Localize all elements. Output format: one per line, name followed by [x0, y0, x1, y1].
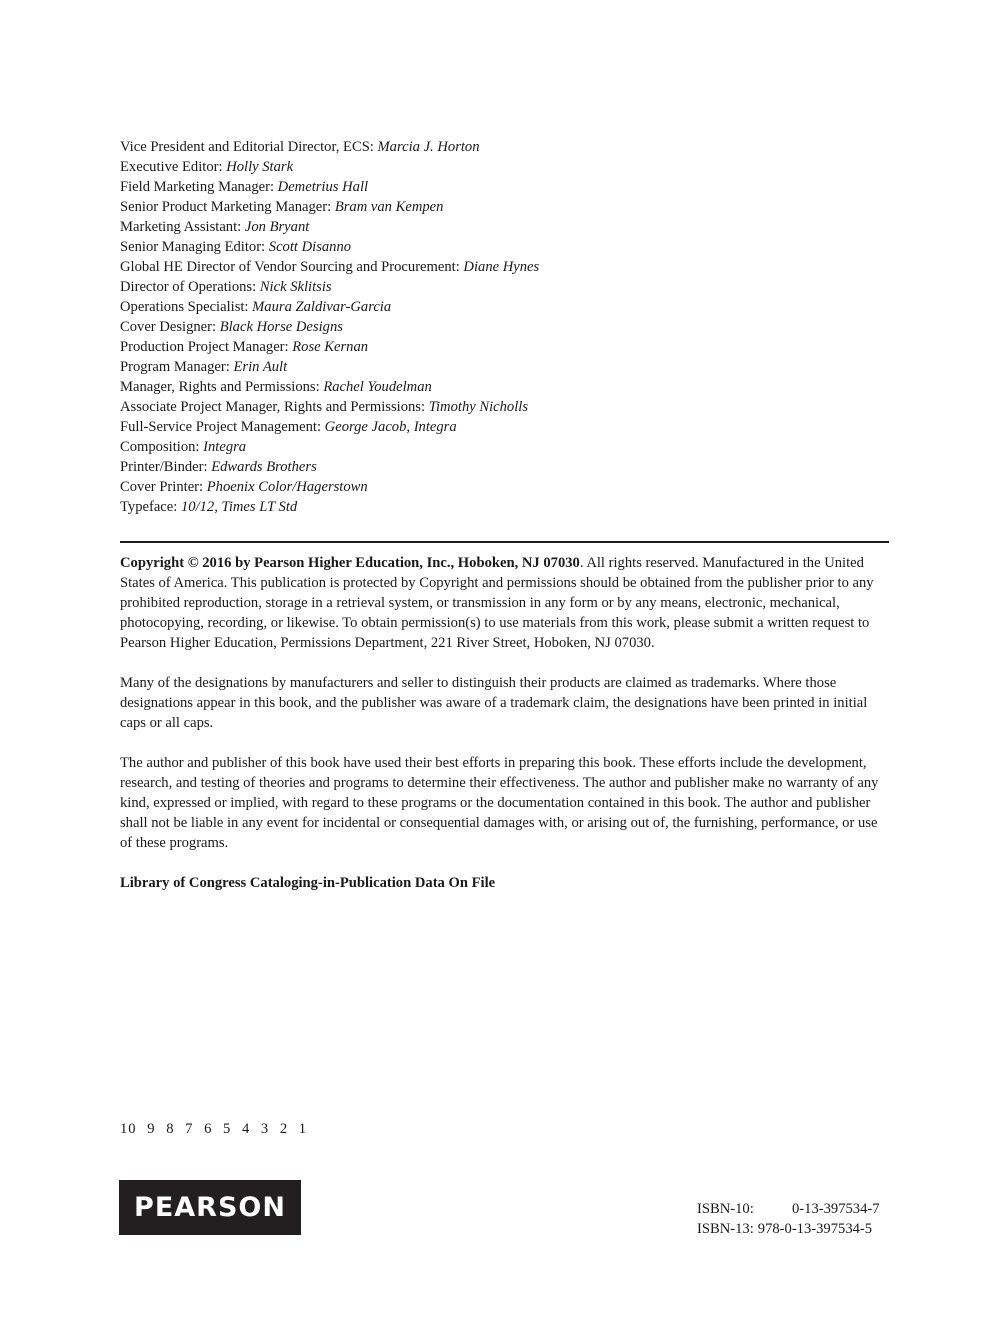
credit-name: Bram van Kempen	[334, 199, 444, 215]
credit-line	[120, 157, 920, 177]
credit-role: Cover Designer:	[120, 319, 220, 335]
credit-name: Timothy Nicholls	[428, 399, 529, 415]
credit-role: Composition:	[120, 439, 204, 455]
credit-name: Maura Zaldivar-Garcia	[252, 299, 392, 315]
copyright-lead: Copyright © 2016 by Pearson Higher Education, Inc., Hoboken, NJ 07030	[120, 555, 580, 571]
credit-role: Field Marketing Manager:	[120, 179, 278, 195]
isbn-label: ISBN-13:	[697, 1221, 754, 1237]
loc-cataloging-line: Library of Congress Cataloging-in-Publication Data On File	[120, 875, 496, 891]
isbn-label: ISBN-10:	[697, 1201, 754, 1217]
credit-line	[120, 237, 920, 257]
credit-line	[120, 217, 920, 237]
credit-role: Production Project Manager:	[120, 339, 293, 355]
isbn-value: 978-0-13-397534-5	[757, 1221, 873, 1237]
credit-role: Program Manager:	[120, 359, 234, 375]
credit-role: Full-Service Project Management:	[120, 419, 325, 435]
credit-name: Holly Stark	[226, 159, 294, 175]
section-divider	[120, 541, 889, 543]
credit-line	[120, 337, 920, 357]
credit-role: Manager, Rights and Permissions:	[120, 379, 324, 395]
credit-name: Rachel Youdelman	[323, 379, 432, 395]
credit-name: Erin Ault	[233, 359, 288, 375]
credit-role: Vice President and Editorial Director, ECS:	[120, 139, 378, 155]
isbn-value: 0-13-397534-7	[792, 1201, 880, 1217]
credit-role: Senior Product Marketing Manager:	[120, 199, 335, 215]
printing-line: 10 9 8 7 6 5 4 3 2 1	[120, 1121, 308, 1137]
trademarks-paragraph: Many of the designations by manufacturers and seller to distinguish their products are claimed as trademarks. Where those designations appear in this book, and the publisher was aware of a trademark claim, the designations have been printed in initial caps or all caps.	[120, 675, 868, 731]
credit-name: Integra	[203, 439, 247, 455]
pearson-logo	[119, 1180, 301, 1235]
logo-wordmark: PEARSON	[134, 1192, 286, 1223]
credit-line	[120, 357, 920, 377]
credit-line	[120, 277, 920, 297]
credit-role: Printer/Binder:	[120, 459, 212, 475]
credit-line	[120, 477, 920, 497]
credit-role: Senior Managing Editor:	[120, 239, 269, 255]
credit-line	[120, 177, 920, 197]
credit-line	[120, 297, 920, 317]
credit-role: Typeface:	[120, 499, 181, 515]
credit-line	[120, 197, 920, 217]
credit-line	[120, 397, 920, 417]
credit-name: Marcia J. Horton	[377, 139, 480, 155]
credit-name: George Jacob, Integra	[324, 419, 457, 435]
credit-line	[120, 317, 920, 337]
credit-line	[120, 257, 920, 277]
legal-notices	[120, 553, 889, 893]
isbn-13-row	[697, 1219, 880, 1239]
disclaimer-paragraph: The author and publisher of this book have used their best efforts in preparing this book. These efforts include the development, research, and testing of theories and programs to determine their effectiveness. The author and publisher make no warranty of any kind, expressed or implied, with regard to these programs or the documentation contained in this book. The author and publisher shall not be liable in any event for incidental or consequential damages with, or arising out of, the furnishing, performance, or use of these programs.	[120, 755, 879, 851]
credit-line	[120, 457, 920, 477]
credit-role: Cover Printer:	[120, 479, 207, 495]
credit-name: Phoenix Color/Hagerstown	[206, 479, 368, 495]
credit-line	[120, 497, 920, 517]
credit-name: Black Horse Designs	[219, 319, 343, 335]
credits-list	[120, 137, 920, 517]
credit-line	[120, 437, 920, 457]
isbn-block	[697, 1199, 880, 1239]
credit-line	[120, 137, 920, 157]
credit-role: Director of Operations:	[120, 279, 260, 295]
credit-line	[120, 417, 920, 437]
credit-name: Scott Disanno	[268, 239, 352, 255]
copyright-paragraph	[120, 553, 889, 653]
credit-name: Rose Kernan	[292, 339, 369, 355]
credit-role: Executive Editor:	[120, 159, 227, 175]
credit-name: Diane Hynes	[463, 259, 540, 275]
copyright-text: . All rights reserved. Manufactured in the United States of America. This publication is protected by Copyright and permissions should be obtained from the publisher prior to any prohibited reproduction, storage in a retrieval system, or transmission in any form or by any means, electronic, mechanical, photocopying, recording, or likewise. To obtain permission(s) to use materials from this work, please submit a written request to Pearson Higher Education, Permissions Department, 221 River Street, Hoboken, NJ 07030.	[120, 555, 874, 651]
credit-role: Operations Specialist:	[120, 299, 253, 315]
credit-role: Marketing Assistant:	[120, 219, 245, 235]
credit-role: Global HE Director of Vendor Sourcing and Procurement:	[120, 259, 464, 275]
isbn-10-row	[697, 1199, 880, 1219]
credit-name: Jon Bryant	[244, 219, 310, 235]
credit-name: Edwards Brothers	[211, 459, 317, 475]
credit-name: Demetrius Hall	[277, 179, 369, 195]
credit-name: Nick Sklitsis	[259, 279, 332, 295]
credit-name: 10/12, Times LT Std	[180, 499, 298, 515]
credit-role: Associate Project Manager, Rights and Permissions:	[120, 399, 429, 415]
credit-line	[120, 377, 920, 397]
